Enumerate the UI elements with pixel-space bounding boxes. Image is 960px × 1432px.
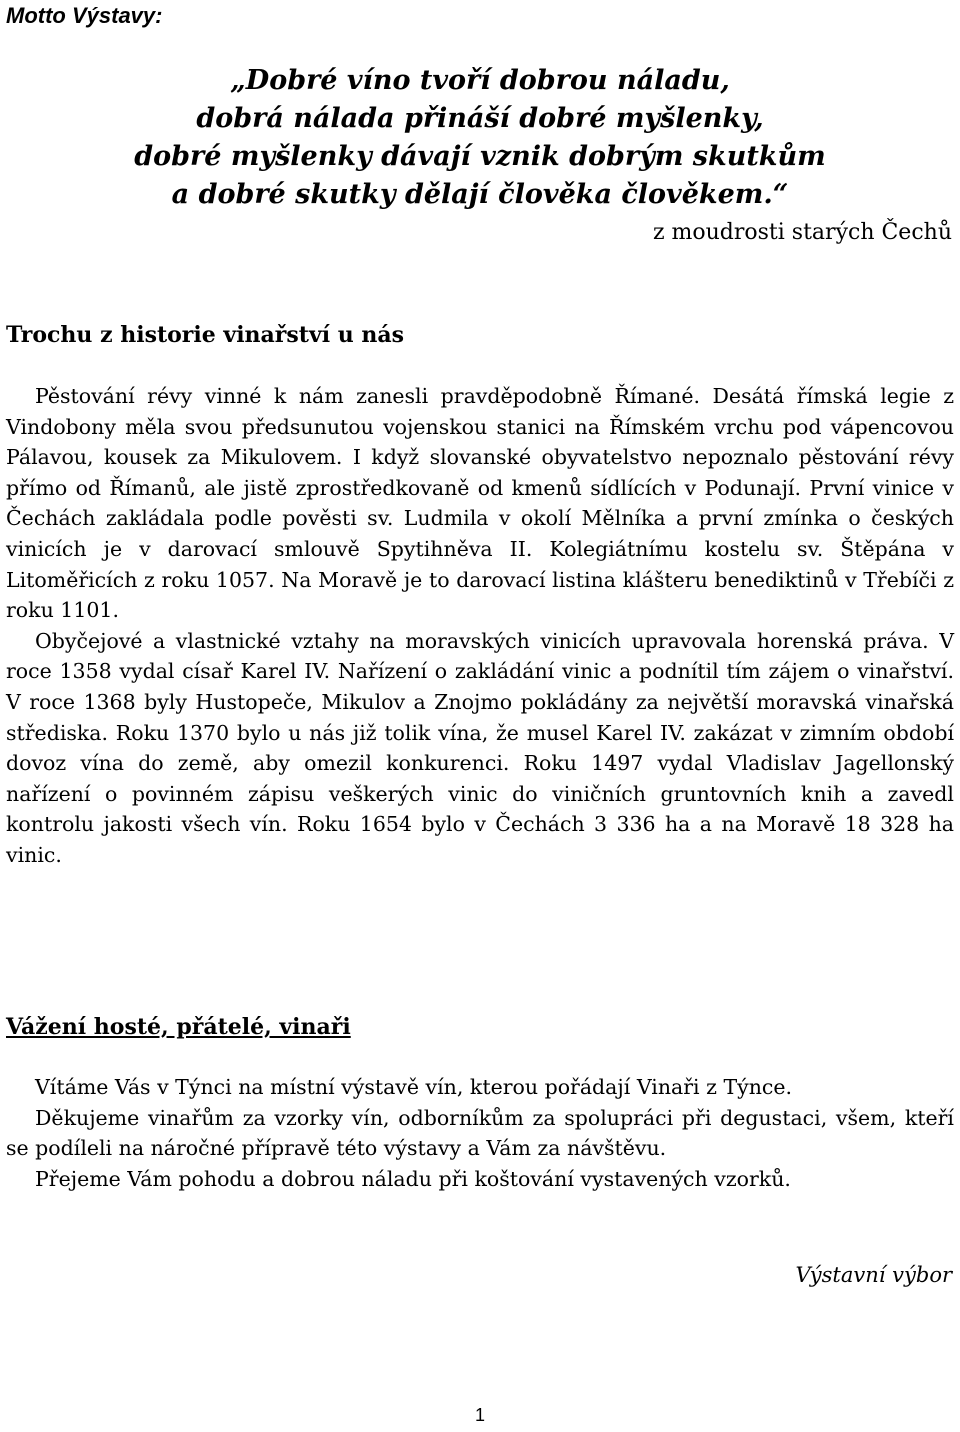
motto-label: Motto Výstavy: xyxy=(6,3,163,28)
history-heading: Trochu z historie vinařství u nás xyxy=(6,322,405,348)
signature: Výstavní výbor xyxy=(795,1263,952,1287)
greeting-paragraph: Vítáme Vás v Týnci na místní výstavě vín, kterou pořádají Vinaři z Týnce. xyxy=(35,1075,793,1099)
history-paragraph: Obyčejové a vlastnické vztahy na moravských vinicích upravovala horenská práva. V roce 1358 vydal císař Karel IV. Nařízení o zakládání vinic a podnítil tím zájem o vinařství. V roce 1368 byly Hustopeče, Mikulov a Znojmo pokládány za největší moravská vinařská střediska. Roku 1370 bylo u nás již tolik vína, že musel Karel IV. zakázat v zimním období dovoz vína do země, aby omezil konkurenci. Roku 1497 vydal Vladislav Jagellonský nařízení o povinném zápisu veškerých vinic do viničních gruntovních knih a zavedl kontrolu jakosti všech vín. Roku 1654 bylo v Čechách 3 336 ha a na Moravě 18 328 ha vinic. xyxy=(6,628,954,867)
greeting-paragraph: Děkujeme vinařům za vzorky vín, odborníkům za spolupráci při degustaci, všem, kteří se podíleli na náročné přípravě této výstavy a Vám za návštěvu. xyxy=(6,1105,954,1161)
motto-source: z moudrosti starých Čechů xyxy=(652,220,952,245)
greeting-text xyxy=(6,1072,954,1194)
motto-line: „Dobré víno tvoří dobrou náladu, xyxy=(230,65,730,96)
greeting-paragraph: Přejeme Vám pohodu a dobrou náladu při koštování vystavených vzorků. xyxy=(35,1166,791,1191)
greeting-heading: Vážení hosté, přátelé, vinaři xyxy=(6,1014,351,1040)
history-text xyxy=(6,381,954,871)
page-number: 1 xyxy=(474,1405,485,1425)
motto-line: dobré myšlenky dávají vznik dobrým skutkům xyxy=(134,141,826,172)
motto-quote xyxy=(0,62,960,214)
motto-line: a dobré skutky dělají člověka člověkem.“ xyxy=(171,179,789,210)
motto-line: dobrá nálada přináší dobré myšlenky, xyxy=(196,103,764,134)
history-paragraph: Pěstování révy vinné k nám zanesli pravděpodobně Římané. Desátá římská legie z Vindobony měla svou předsunutou vojenskou stanici na Římském vrchu pod vápencovou Pálavou, kousek za Mikulovem. I když slovanské obyvatelstvo nepoznalo pěstování révy přímo od Římanů, ale jistě zprostředkovaně od kmenů sídlících v Podunají. První vinice v Čechách zakládala podle pověsti sv. Ludmila v okolí Mělníka a první zmínka o českých vinicích je v darovací smlouvě Spytihněva II. Kolegiátnímu kostelu sv. Štěpána v Litoměřicích z roku 1057. Na Moravě je to darovací listina klášteru benediktinů v Třebíči z roku 1101. xyxy=(6,384,954,623)
